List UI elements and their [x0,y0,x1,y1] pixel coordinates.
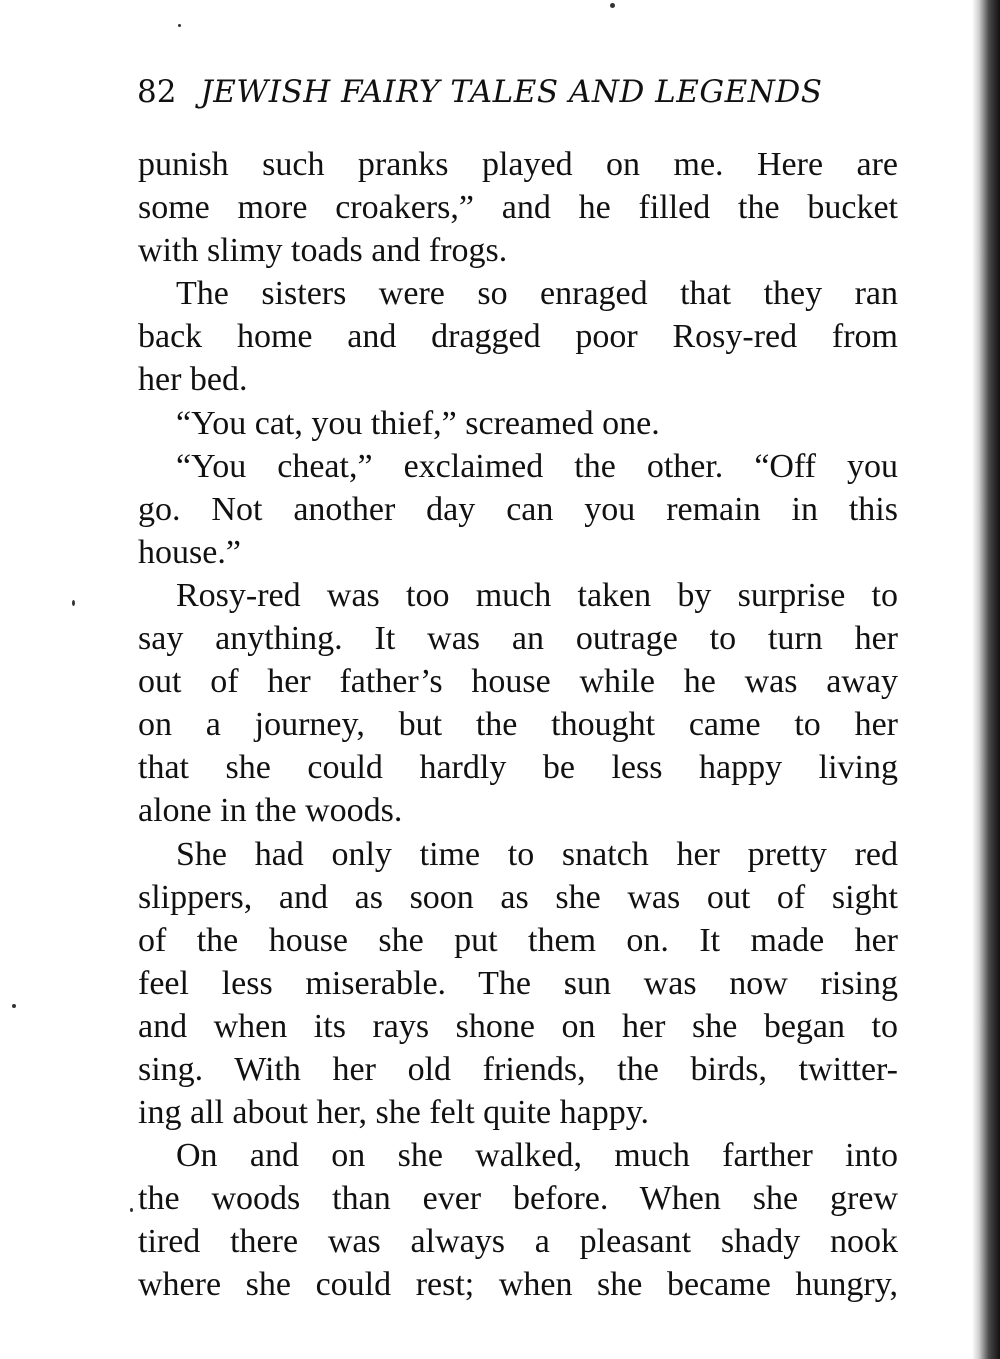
scan-speck [12,1004,16,1008]
running-title: JEWISH FAIRY TALES AND LEGENDS [200,74,823,110]
text-line: the woods than ever before. When she grew [138,1180,898,1218]
text-line: on a journey, but the thought came to her [138,706,898,744]
text-line: feel less miserable. The sun was now rising [138,964,898,1002]
text-line: house.” [138,533,241,571]
text-line: her bed. [138,361,248,399]
text-line: with slimy toads and frogs. [138,232,508,270]
text-line: alone in the woods. [138,792,403,830]
text-line: punish such pranks played on me. Here are [138,146,898,183]
running-header [137,74,897,122]
text-line: The sisters were so enraged that they ran [176,275,898,313]
text-line: where she could rest; when she became hungry, [138,1266,898,1304]
text-line: ing all about her, she felt quite happy. [138,1094,650,1132]
body-text [138,143,898,1307]
page-binding-edge [972,0,1000,1359]
scan-speck [178,24,181,27]
text-line: some more croakers,” and he filled the bucket [138,189,898,227]
text-line: “You cheat,” exclaimed the other. “Off you [176,447,898,485]
text-line: of the house she put them on. It made her [138,921,898,959]
text-line: go. Not another day can you remain in this [138,490,898,528]
text-line: sing. With her old friends, the birds, twitter- [138,1050,898,1088]
text-line: and when its rays shone on her she began to [138,1007,898,1045]
scan-speck [72,600,75,606]
text-line: say anything. It was an outrage to turn her [138,620,898,658]
scan-speck [610,3,615,8]
text-line: tired there was always a pleasant shady nook [138,1223,898,1261]
text-line: On and on she walked, much farther into [176,1137,898,1175]
scan-speck [130,1208,133,1212]
text-line: She had only time to snatch her pretty red [176,835,898,873]
text-line: “You cat, you thief,” screamed one. [176,404,660,442]
page-number: 82 [137,74,177,110]
text-line: that she could hardly be less happy living [138,749,898,787]
text-line: back home and dragged poor Rosy-red from [138,318,898,356]
text-line: slippers, and as soon as she was out of sight [138,878,898,916]
text-line: Rosy-red was too much taken by surprise to [176,576,898,614]
text-line: out of her father’s house while he was away [138,663,898,701]
